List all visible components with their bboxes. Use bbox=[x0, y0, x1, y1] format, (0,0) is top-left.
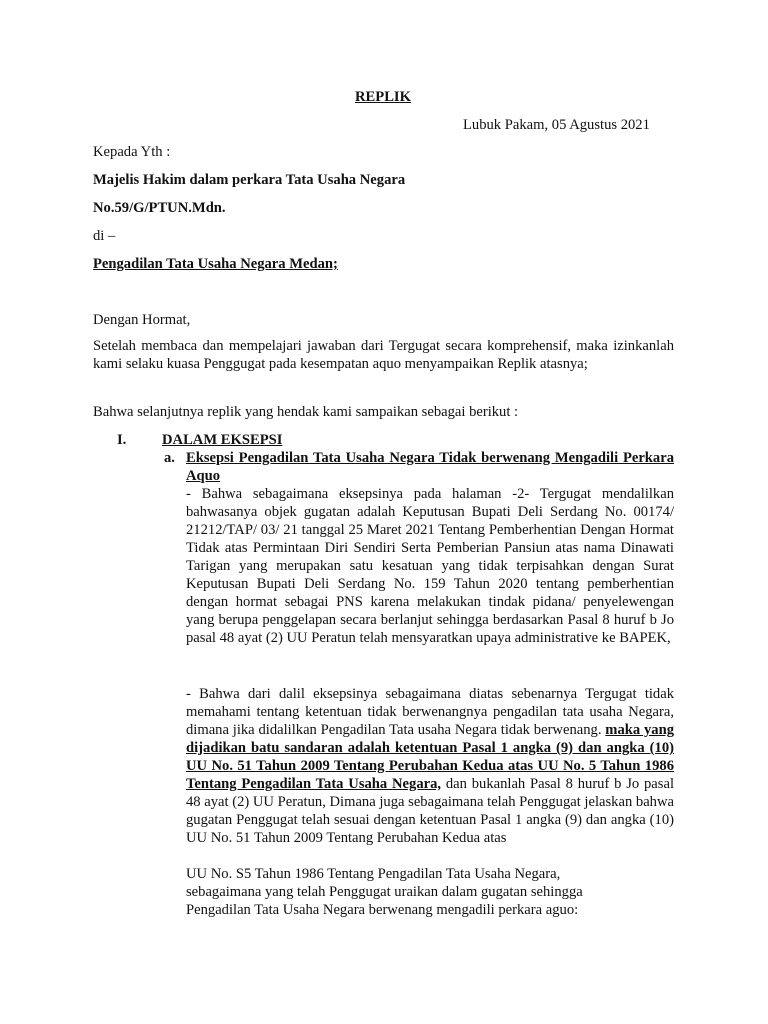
lead-paragraph: Bahwa selanjutnya replik yang hendak kami sampaikan sebagai berikut : bbox=[93, 404, 519, 420]
paragraph-2-rest: dan bukanlah Pasal 8 huruf b Jo pasal 48 ayat (2) UU Peratun, Dimana juga sebagaimana telah Penggugat jelaskan bahwa gugatan Penggugat telah sesuai dengan ketentuan Pasal 1 angka (9) dan angka (10) UU No. 51 Tahun 2009 Tentang Perubahan Kedua atas bbox=[186, 776, 675, 846]
di-label: di – bbox=[93, 228, 116, 244]
addressee-line-1: Majelis Hakim dalam perkara Tata Usaha Negara bbox=[93, 172, 406, 188]
place-date: Lubuk Pakam, 05 Agustus 2021 bbox=[463, 117, 650, 133]
paragraph-2-line-b: sebagaimana yang telah Penggugat uraikan dalam gugatan sehingga bbox=[186, 884, 583, 900]
subsection-title: Eksepsi Pengadilan Tata Usaha Negara Tidak berwenang Mengadili Perkara Aquo bbox=[186, 450, 674, 484]
exception-paragraph-2 bbox=[186, 685, 674, 847]
exception-paragraph-1: - Bahwa sebagaimana eksepsinya pada halaman -2- Tergugat mendalilkan bahwasanya objek gugatan adalah Keputusan Bupati Deli Serdang No. 00174/ 21212/TAP/ 03/ 21 tanggal 25 Maret 2021 Tentang Pemberhentian Dengan Hormat Tidak atas Permintaan Diri Sendiri Serta Pemberian Pansiun atas nama Dinawati Tarigan yang merupakan satu kesatuan yang tidak terpisahkan dengan Surat Keputusan Bupati Deli Serdang No. 159 Tahun 2020 tentang pemberhentian dengan hormat sebagai PNS karena melakukan tindak pidana/ penyelewengan yang berupa penggelapan secara berlanjut sehingga berdasarkan Pasal 8 huruf b Jo pasal 48 ayat (2) UU Peratun telah mensyaratkan upaya administrative ke BAPEK, bbox=[186, 486, 674, 646]
paragraph-2-line-c: Pengadilan Tata Usaha Negara berwenang mengadili perkara aguo: bbox=[186, 902, 579, 918]
addressee-line-2: No.59/G/PTUN.Mdn. bbox=[93, 200, 226, 216]
section-number: I. bbox=[117, 432, 127, 448]
intro-paragraph: Setelah membaca dan mempelajari jawaban dari Tergugat secara komprehensif, maka izinkanlah kami selaku kuasa Penggugat pada kesempatan aquo menyampaikan Replik atasnya; bbox=[93, 338, 674, 372]
court-name: Pengadilan Tata Usaha Negara Medan; bbox=[93, 256, 338, 272]
document-title: REPLIK bbox=[355, 89, 411, 105]
paragraph-2-line-a: UU No. S5 Tahun 1986 Tentang Pengadilan Tata Usaha Negara, bbox=[186, 866, 561, 882]
subsection-letter: a. bbox=[164, 450, 175, 466]
greeting: Dengan Hormat, bbox=[93, 312, 191, 328]
to-label: Kepada Yth : bbox=[93, 144, 171, 160]
paragraph-2-legal-basis: maka yang dijadikan batu sandaran adalah ketentuan Pasal 1 angka (9) dan angka (10) UU No. 51 Tahun 2009 Tentang Perubahan Kedua atas UU No. 5 Tahun 1986 Tentang Pengadilan Tata Usaha Negara, bbox=[186, 722, 674, 792]
paragraph-2-start: - Bahwa dari dalil eksepsinya sebagaimana diatas sebenarnya Tergugat tidak memahami tentang ketentuan tidak berwenangnya pengadilan tata usaha Negara, dimana jika didalilkan Pengadilan Tata usaha Negara tidak berwenang. bbox=[186, 686, 674, 738]
section-title: DALAM EKSEPSI bbox=[162, 432, 283, 448]
